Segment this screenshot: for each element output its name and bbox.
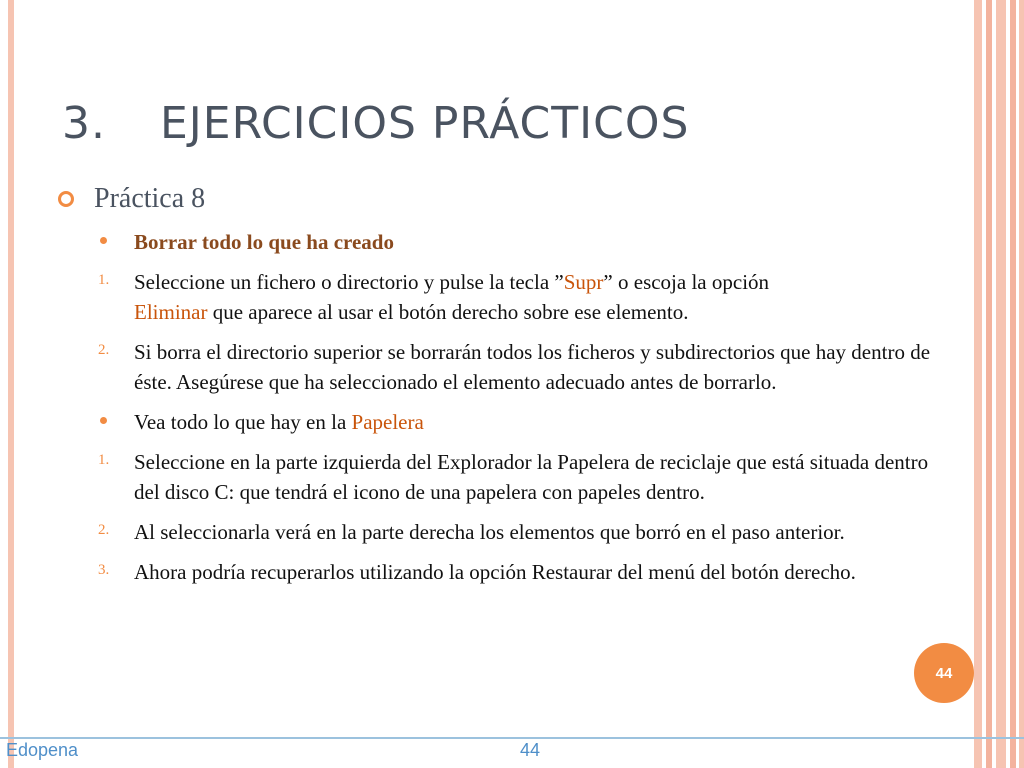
bullet-dot-icon <box>100 417 107 424</box>
item-number: 1. <box>98 272 110 288</box>
right-border-stripe <box>996 0 1006 768</box>
slide-content <box>58 183 958 597</box>
bullet-item <box>58 227 958 257</box>
right-border-stripe <box>974 0 982 768</box>
numbered-item <box>58 517 958 547</box>
marker <box>58 447 134 469</box>
title-text: EJERCICIOS PRÁCTICOS <box>160 98 690 149</box>
item-number: 2. <box>98 342 110 358</box>
page-number-badge: 44 <box>914 643 974 703</box>
right-border-stripe <box>1010 0 1016 768</box>
title-number: 3. <box>62 98 106 149</box>
item-text <box>134 407 424 437</box>
marker <box>58 517 134 539</box>
papelera-link-text: Papelera <box>351 410 424 434</box>
left-border-stripe <box>8 0 14 768</box>
numbered-item <box>58 447 958 507</box>
item-number: 3. <box>98 562 110 578</box>
marker <box>58 267 134 289</box>
footer-author: Edopena <box>6 740 79 760</box>
item-text: Borrar todo lo que ha creado <box>134 230 394 254</box>
footer-page-number: 44 <box>520 740 541 760</box>
marker <box>58 337 134 359</box>
text-part: ” o escoja la opción <box>603 270 770 294</box>
footer-divider <box>0 737 1024 739</box>
ring-bullet-icon <box>58 191 74 207</box>
item-text <box>134 267 769 327</box>
item-text: Ahora podría recuperarlos utilizando la opción Restaurar del menú del botón derecho. <box>134 560 856 584</box>
bullet-item <box>58 407 958 437</box>
subtitle: Práctica 8 <box>94 183 206 214</box>
item-text: Si borra el directorio superior se borrarán todos los ficheros y subdirectorios que hay dentro de éste. Asegúrese que ha seleccionado el elemento adecuado antes de borrarlo. <box>134 340 931 394</box>
text-part: Seleccione un fichero o directorio y pulse la tecla ” <box>134 270 564 294</box>
item-number: 1. <box>98 452 110 468</box>
numbered-item <box>58 337 958 397</box>
text-part: Vea todo lo que hay en la <box>134 410 352 434</box>
subtitle-row <box>58 183 958 215</box>
item-number: 2. <box>98 522 110 538</box>
item-text: Al seleccionarla verá en la parte derecha los elementos que borró en el paso anterior. <box>134 520 845 544</box>
bullet-dot-icon <box>100 237 107 244</box>
marker <box>58 227 134 244</box>
option-eliminar: Eliminar <box>134 300 208 324</box>
key-supr: Supr <box>563 270 604 294</box>
right-border-stripe <box>986 0 992 768</box>
marker <box>58 557 134 579</box>
numbered-item <box>58 267 958 327</box>
numbered-item <box>58 557 958 587</box>
slide-title <box>62 98 689 149</box>
marker <box>58 407 134 424</box>
text-part: que aparece al usar el botón derecho sobre ese elemento. <box>207 300 689 324</box>
item-text: Seleccione en la parte izquierda del Explorador la Papelera de reciclaje que está situada dentro del disco C: que tendrá el icono de una papelera con papeles dentro. <box>134 450 929 504</box>
right-border-stripe <box>1019 0 1024 768</box>
